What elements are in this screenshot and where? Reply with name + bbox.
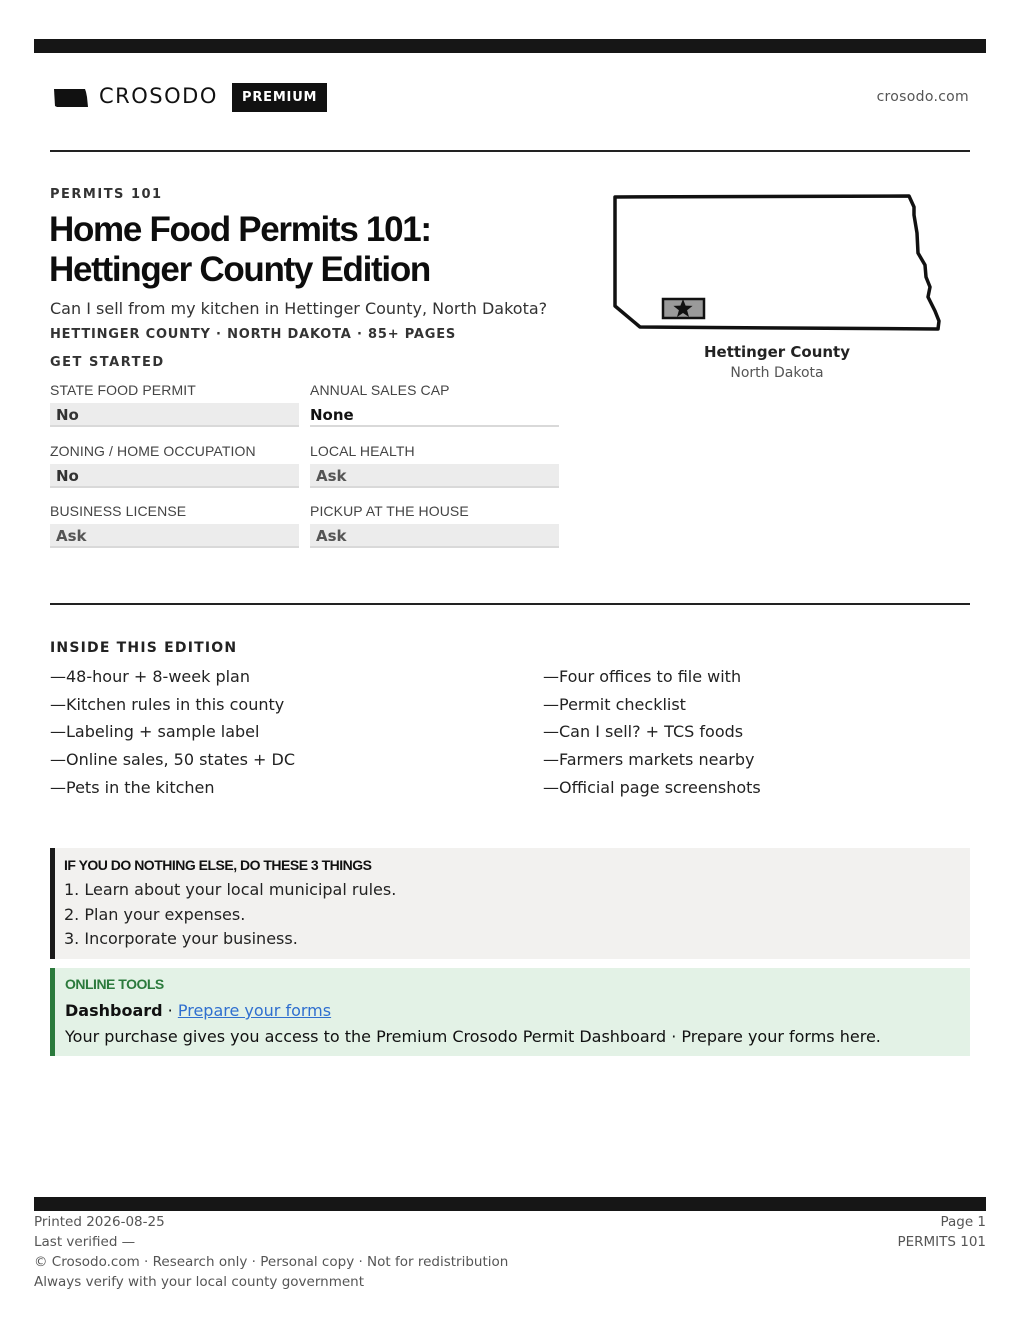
premium-badge: PREMIUM	[232, 83, 327, 112]
field-value: Ask	[310, 464, 559, 488]
field-value: No	[50, 464, 299, 488]
tools-description: Your purchase gives you access to the Premium Crosodo Permit Dashboard · Prepare your forms here.	[65, 1027, 881, 1046]
list-item: —Pets in the kitchen	[50, 777, 215, 797]
separator: ·	[162, 1001, 178, 1020]
callout-item: 3. Incorporate your business.	[64, 929, 298, 948]
list-item: —Official page screenshots	[543, 777, 761, 797]
field-value: Ask	[310, 524, 559, 548]
field-label: ANNUAL SALES CAP	[310, 382, 450, 398]
printed-date: Printed 2026-08-25	[34, 1214, 165, 1230]
page-number: Page 1	[940, 1214, 986, 1230]
field-label: PICKUP AT THE HOUSE	[310, 503, 469, 519]
field-business-license	[50, 502, 299, 548]
field-value: No	[50, 403, 299, 427]
header-divider	[50, 150, 970, 152]
field-local-health	[310, 442, 559, 488]
edition-meta: HETTINGER COUNTY · NORTH DAKOTA · 85+ PAGES	[50, 327, 457, 342]
get-started-heading: GET STARTED	[50, 355, 165, 370]
callout-item: 2. Plan your expenses.	[64, 904, 246, 924]
north-dakota-logo-icon	[54, 88, 88, 108]
contents-list-right	[543, 666, 761, 804]
online-tools-callout	[50, 968, 970, 1056]
inside-edition-heading: INSIDE THIS EDITION	[50, 640, 238, 656]
field-value: None	[310, 403, 559, 427]
section-divider	[50, 603, 970, 605]
title-line-1: Home Food Permits 101:	[49, 210, 431, 249]
list-item: —Farmers markets nearby	[543, 750, 755, 770]
contents-list-left	[50, 666, 295, 804]
field-label: ZONING / HOME OCCUPATION	[50, 443, 256, 459]
list-item: —Can I sell? + TCS foods	[543, 722, 744, 742]
map-county-label: Hettinger County	[703, 343, 851, 361]
state-map	[612, 193, 944, 333]
brand-name[interactable]: CROSODO	[99, 84, 218, 108]
field-state-food-permit	[50, 381, 299, 427]
site-url[interactable]: crosodo.com	[876, 89, 969, 105]
list-item: —Permit checklist	[543, 694, 686, 714]
field-label: BUSINESS LICENSE	[50, 503, 187, 519]
map-state-label: North Dakota	[730, 365, 824, 381]
field-zoning-home-occupation	[50, 442, 299, 488]
last-verified: Last verified —	[34, 1234, 136, 1250]
footer-section: PERMITS 101	[897, 1234, 986, 1250]
callout-title: ONLINE TOOLS	[65, 976, 164, 992]
must-do-callout	[50, 848, 970, 959]
callout-title: IF YOU DO NOTHING ELSE, DO THESE 3 THINGS	[64, 857, 372, 873]
footer-left	[34, 1212, 508, 1292]
list-item: —48-hour + 8-week plan	[50, 667, 250, 686]
page-title	[49, 210, 589, 290]
top-bar	[34, 39, 986, 53]
title-line-2: Hettinger County Edition	[49, 250, 430, 289]
page-subtitle: Can I sell from my kitchen in Hettinger County, North Dakota?	[50, 299, 548, 318]
disclaimer: Always verify with your local county government	[34, 1274, 364, 1290]
field-pickup-at-house	[310, 502, 559, 548]
field-label: LOCAL HEALTH	[310, 443, 415, 459]
field-annual-sales-cap	[310, 381, 559, 427]
list-item: —Kitchen rules in this county	[50, 694, 285, 714]
prepare-forms-link[interactable]: Prepare your forms	[177, 1001, 332, 1020]
list-item: —Four offices to file with	[543, 667, 742, 686]
section-eyebrow: PERMITS 101	[50, 187, 163, 202]
callout-item: 1. Learn about your local municipal rules.	[64, 880, 397, 899]
dashboard-label: Dashboard	[65, 1001, 163, 1020]
field-value: Ask	[50, 524, 299, 548]
bottom-bar	[34, 1197, 986, 1211]
list-item: —Labeling + sample label	[50, 722, 260, 742]
brand-header	[50, 80, 970, 114]
copyright: © Crosodo.com · Research only · Personal copy · Not for redistribution	[34, 1254, 509, 1270]
list-item: —Online sales, 50 states + DC	[50, 750, 296, 770]
footer-right	[897, 1212, 986, 1252]
field-label: STATE FOOD PERMIT	[50, 382, 196, 398]
tools-line	[65, 1000, 970, 1026]
